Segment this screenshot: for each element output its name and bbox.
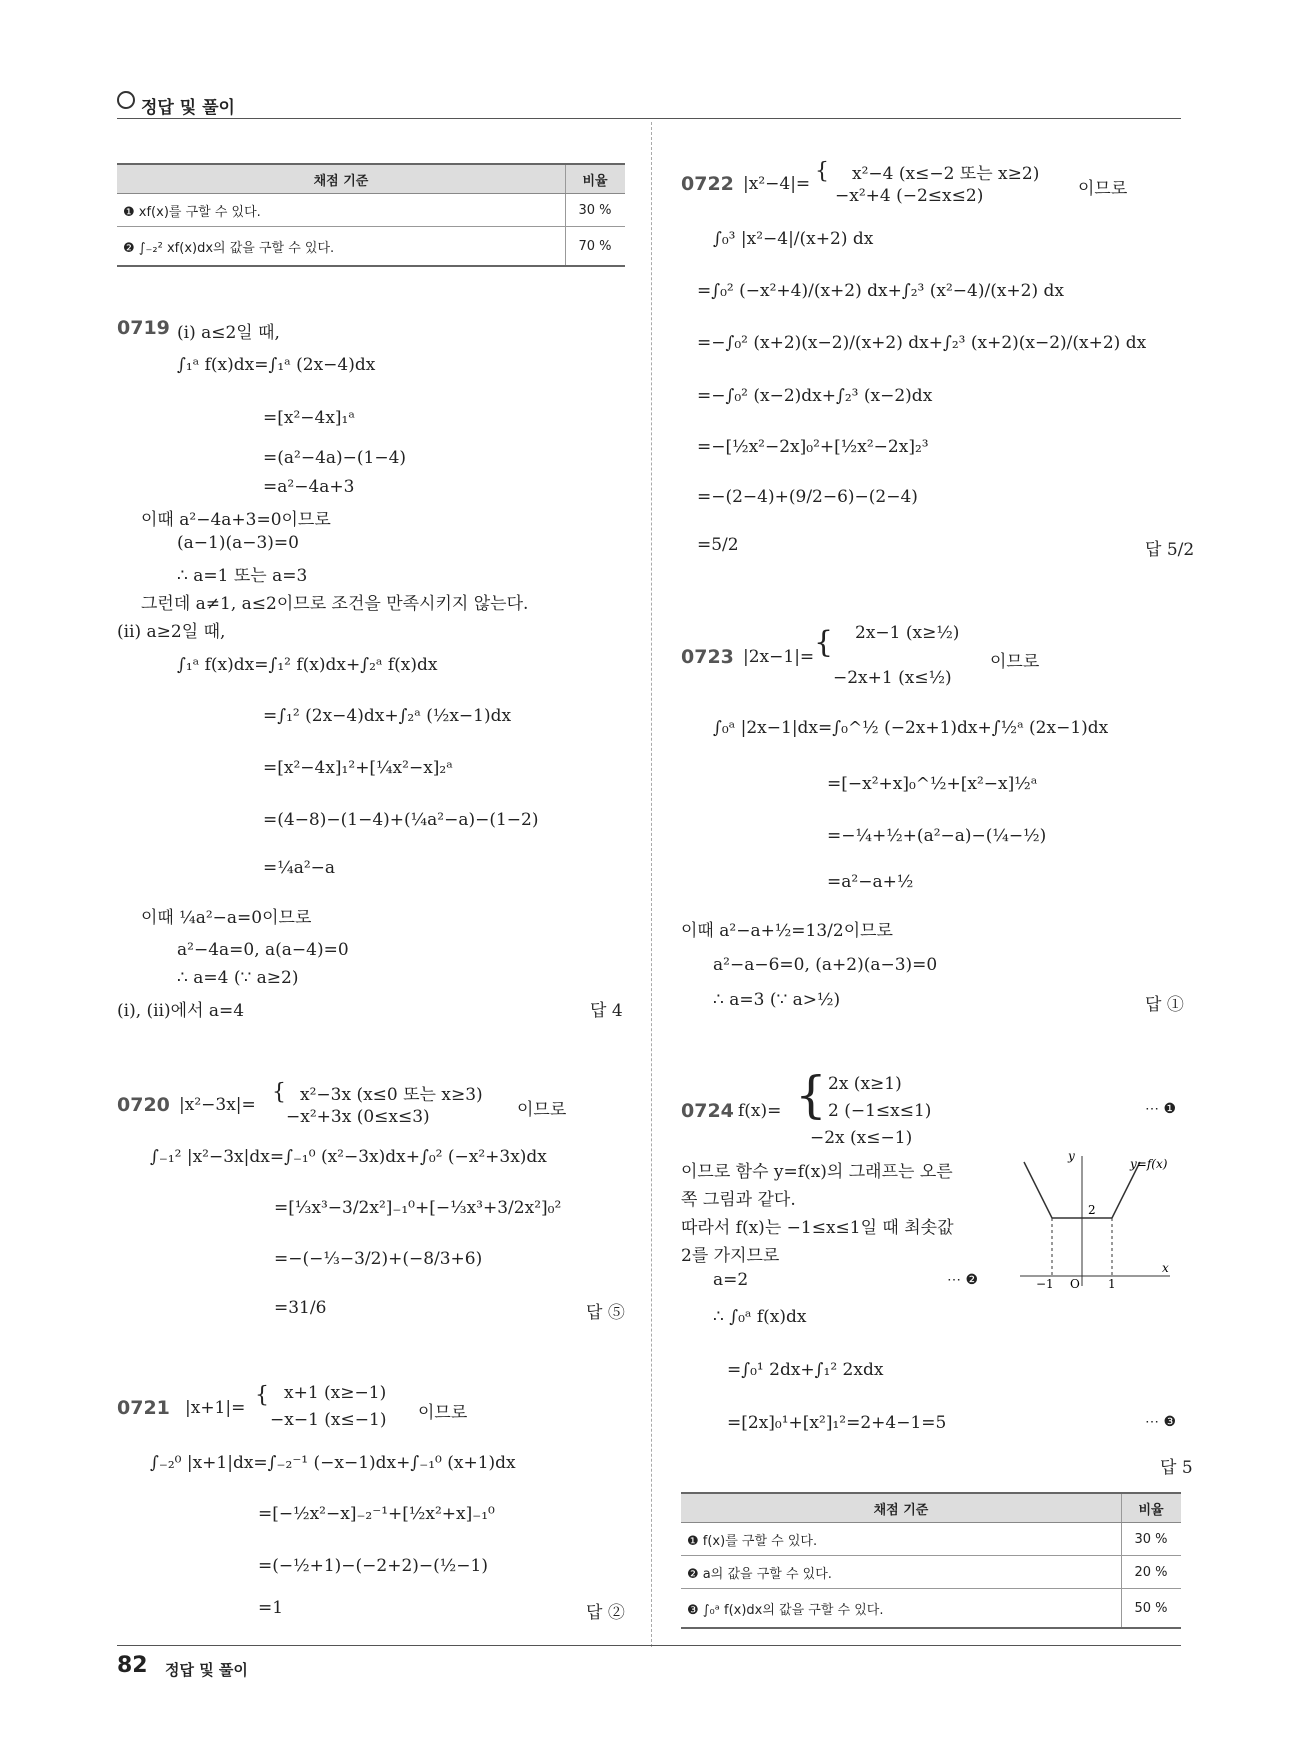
footer-title: 정답 및 풀이 (165, 1661, 248, 1679)
curve-label: y=f(x) (1130, 1157, 1168, 1171)
solution-line: 이때 a²−a+½=13/2이므로 (681, 921, 893, 941)
solution-line: =−∫₀² (x+2)(x−2)/(x+2) dx+∫₂³ (x+2)(x−2)/(x+2) dx (697, 333, 1147, 353)
table2-row2-criterion: ❷ a의 값을 구할 수 있다. (681, 1556, 1122, 1589)
solution-line: =[⅓x³−3/2x²]₋₁⁰+[−⅓x³+3/2x²]₀² (274, 1198, 562, 1218)
solution-line: a²−4a=0, a(a−4)=0 (177, 940, 349, 960)
solution-line: =−¼+½+(a²−a)−(¼−½) (827, 826, 1047, 846)
solution-line: 이므로 (990, 652, 1040, 672)
solution-line: 이므로 함수 y=f(x)의 그래프는 오른 (681, 1162, 953, 1182)
answer: 답 ⑤ (586, 1303, 625, 1323)
solution-line: ∴ a=4 (∵ a≥2) (177, 968, 299, 988)
solution-line: 이때 ¼a²−a=0이므로 (141, 908, 312, 928)
tick-label: 1 (1108, 1277, 1116, 1288)
left-brace: { (255, 1383, 269, 1408)
table1-row1-ratio: 30 % (566, 194, 626, 227)
solution-line: =∫₀¹ 2dx+∫₁² 2xdx (727, 1360, 884, 1380)
solution-line: 그런데 a≠1, a≤2이므로 조건을 만족시키지 않는다. (141, 594, 529, 614)
solution-line: ∫₁ᵃ f(x)dx=∫₁ᵃ (2x−4)dx (177, 355, 376, 375)
solution-line: =[2x]₀¹+[x²]₁²=2+4−1=5 (727, 1413, 947, 1433)
solution-line: a²−a−6=0, (a+2)(a−3)=0 (713, 955, 938, 975)
solution-line: =1 (258, 1598, 284, 1618)
solution-line: (a−1)(a−3)=0 (177, 533, 299, 553)
solution-line: −x²+4 (−2≤x≤2) (835, 186, 984, 206)
solution-line: |2x−1|= (743, 647, 815, 667)
problem-number: 0721 (117, 1397, 170, 1419)
solution-line: =a²−4a+3 (263, 477, 355, 497)
left-brace: { (795, 1066, 827, 1124)
table2-row2-ratio: 20 % (1122, 1556, 1182, 1589)
page-number: 82 (117, 1653, 148, 1678)
step-marker: ⋯ ❶ (1145, 1101, 1177, 1117)
answer: 답 4 (590, 1001, 623, 1021)
level-label: 2 (1088, 1203, 1096, 1217)
table1-row2-ratio: 70 % (566, 227, 626, 267)
header-icon (117, 91, 135, 109)
solution-line: =−∫₀² (x−2)dx+∫₂³ (x−2)dx (697, 386, 933, 406)
solution-line: =(4−8)−(1−4)+(¼a²−a)−(1−2) (263, 810, 539, 830)
table1-header-criterion: 채점 기준 (117, 164, 566, 194)
solution-line: =−[½x²−2x]₀²+[½x²−2x]₂³ (697, 437, 929, 457)
solution-line: =5/2 (697, 535, 739, 555)
tick-label: −1 (1036, 1277, 1054, 1288)
solution-line: (ⅰ) a≤2일 때, (177, 323, 280, 343)
left-brace: { (814, 625, 834, 660)
solution-line: =(−½+1)−(−2+2)−(½−1) (258, 1556, 488, 1576)
solution-line: ∴ a=1 또는 a=3 (177, 566, 308, 586)
solution-line: f(x)= (738, 1101, 782, 1121)
solution-line: =[x²−4x]₁ᵃ (263, 408, 355, 428)
step-marker: ⋯ ❸ (1145, 1414, 1177, 1430)
solution-line: =31/6 (274, 1298, 327, 1318)
solution-line: 이므로 (517, 1100, 567, 1120)
solution-line: ∫₀ᵃ |2x−1|dx=∫₀^½ (−2x+1)dx+∫½ᵃ (2x−1)dx (713, 718, 1109, 738)
table2-header-criterion: 채점 기준 (681, 1493, 1122, 1523)
table2-header-ratio: 비율 (1122, 1493, 1182, 1523)
solution-line: −x−1 (x≤−1) (270, 1410, 387, 1430)
table1-row1-criterion: ❶ xf(x)를 구할 수 있다. (117, 194, 566, 227)
answer: 답 ② (586, 1603, 625, 1623)
tick-label: O (1070, 1277, 1080, 1288)
solution-line: =[−x²+x]₀^½+[x²−x]½ᵃ (827, 774, 1038, 794)
function-graph (1010, 1148, 1182, 1288)
scoring-table-1 (117, 163, 625, 267)
solution-line: =[−½x²−x]₋₂⁻¹+[½x²+x]₋₁⁰ (258, 1504, 495, 1524)
solution-line: 2를 가지므로 (681, 1246, 780, 1266)
solution-line: ∫₋₂⁰ |x+1|dx=∫₋₂⁻¹ (−x−1)dx+∫₋₁⁰ (x+1)dx (150, 1453, 516, 1473)
solution-line: |x²−4|= (743, 174, 811, 194)
problem-number: 0724 (681, 1100, 734, 1122)
solution-line: 이므로 (1078, 179, 1128, 199)
answer: 답 5/2 (1145, 540, 1195, 560)
table2-row3-ratio: 50 % (1122, 1589, 1182, 1629)
solution-line: =∫₀² (−x²+4)/(x+2) dx+∫₂³ (x²−4)/(x+2) dx (697, 281, 1064, 301)
table1-header-ratio: 비율 (566, 164, 626, 194)
solution-line: ∴ ∫₀ᵃ f(x)dx (713, 1307, 807, 1327)
solution-line: =(a²−4a)−(1−4) (263, 448, 407, 468)
solution-line: |x+1|= (185, 1398, 246, 1418)
step-marker: ⋯ ❷ (947, 1272, 979, 1288)
solution-line: ∫₁ᵃ f(x)dx=∫₁² f(x)dx+∫₂ᵃ f(x)dx (177, 655, 438, 675)
y-axis-label: y (1068, 1149, 1075, 1163)
table2-row1-ratio: 30 % (1122, 1523, 1182, 1556)
table2-row1-criterion: ❶ f(x)를 구할 수 있다. (681, 1523, 1122, 1556)
solution-line: (ⅰ), (ⅱ)에서 a=4 (117, 1001, 245, 1021)
solution-line: =∫₁² (2x−4)dx+∫₂ᵃ (½x−1)dx (263, 706, 512, 726)
column-divider (651, 122, 652, 1647)
solution-line: 2 (−1≤x≤1) (828, 1101, 932, 1121)
problem-number: 0722 (681, 173, 734, 195)
x-axis-label: x (1162, 1261, 1169, 1275)
solution-line: =−(2−4)+(9/2−6)−(2−4) (697, 487, 918, 507)
solution-line: ∫₀³ |x²−4|/(x+2) dx (713, 229, 874, 249)
solution-line: 따라서 f(x)는 −1≤x≤1일 때 최솟값 (681, 1218, 954, 1238)
header-title: 정답 및 풀이 (141, 98, 235, 118)
solution-line: =[x²−4x]₁²+[¼x²−x]₂ᵃ (263, 758, 453, 778)
solution-line: =−(−⅓−3/2)+(−8/3+6) (274, 1249, 483, 1269)
solution-line: a=2 (713, 1270, 749, 1290)
table2-row3-criterion: ❸ ∫₀ᵃ f(x)dx의 값을 구할 수 있다. (681, 1589, 1122, 1629)
left-brace: { (815, 159, 829, 184)
solution-line: ∫₋₁² |x²−3x|dx=∫₋₁⁰ (x²−3x)dx+∫₀² (−x²+3x)dx (150, 1147, 547, 1167)
left-brace: { (272, 1080, 286, 1105)
solution-line: 이때 a²−4a+3=0이므로 (141, 510, 331, 530)
solution-line: 쪽 그림과 같다. (681, 1190, 796, 1210)
header-rule (117, 118, 1181, 119)
solution-line: x²−4 (x≤−2 또는 x≥2) (852, 164, 1040, 184)
solution-line: 이므로 (418, 1403, 468, 1423)
problem-number: 0719 (117, 317, 170, 339)
solution-line: x²−3x (x≤0 또는 x≥3) (300, 1085, 483, 1105)
answer: 답 ① (1145, 995, 1184, 1015)
solution-line: =a²−a+½ (827, 872, 914, 892)
solution-line: −2x (x≤−1) (810, 1128, 913, 1148)
table1-row2-criterion: ❷ ∫₋₂² xf(x)dx의 값을 구할 수 있다. (117, 227, 566, 267)
solution-line: −2x+1 (x≤½) (833, 668, 952, 688)
solution-line: ∴ a=3 (∵ a>½) (713, 990, 841, 1010)
solution-line: 2x−1 (x≥½) (855, 623, 960, 643)
solution-line: −x²+3x (0≤x≤3) (286, 1107, 430, 1127)
solution-line: (ⅱ) a≥2일 때, (117, 622, 226, 642)
answer: 답 5 (1160, 1458, 1193, 1478)
solution-line: 2x (x≥1) (828, 1074, 902, 1094)
problem-number: 0723 (681, 646, 734, 668)
solution-line: =¼a²−a (263, 858, 336, 878)
problem-number: 0720 (117, 1094, 170, 1116)
scoring-table-2 (681, 1492, 1181, 1629)
solution-line: |x²−3x|= (179, 1095, 256, 1115)
footer-rule (117, 1645, 1181, 1646)
solution-line: x+1 (x≥−1) (284, 1383, 387, 1403)
